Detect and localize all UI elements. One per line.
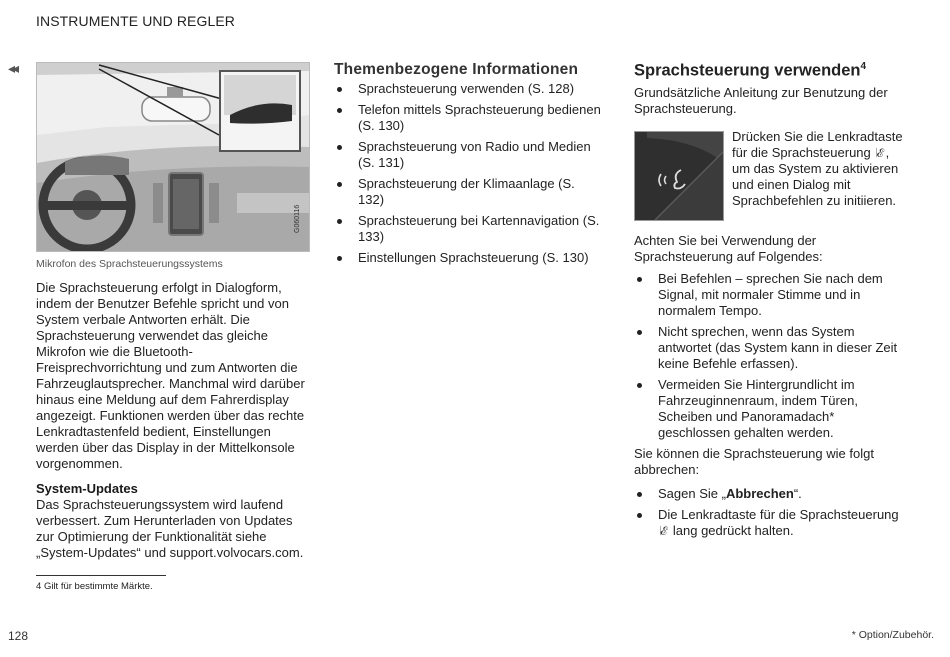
usage-title: Sprachsteuerung verwenden$^4$: [634, 61, 867, 80]
voice-control-button-icon: [635, 132, 723, 220]
attention-item: Vermeiden Sie Hintergrundlicht im Fahrzeuginnenraum, indem Türen, Scheiben und Panoramadach* geschlossen gehalten werden.: [634, 377, 906, 441]
related-link[interactable]: Sprachsteuerung verwenden (S. 128): [334, 81, 604, 97]
car-interior-illustration: [37, 63, 309, 251]
steering-wheel-button-image: [634, 131, 724, 221]
back-arrows-icon[interactable]: ◂◂: [8, 60, 17, 76]
voice-control-icon: 𝄀ℰ: [660, 523, 668, 538]
related-links-list: [334, 81, 604, 266]
cancel-command: Abbrechen: [725, 485, 794, 501]
footnote: 4 Gilt für bestimmte Märkte.: [36, 581, 153, 592]
section-header: INSTRUMENTE UND REGLER: [36, 13, 235, 29]
attention-list: [634, 271, 906, 441]
svg-text:G060116: G060116: [294, 204, 301, 233]
cancel-list: [634, 486, 906, 539]
related-link[interactable]: Telefon mittels Sprachsteuerung bedienen (S. 130): [334, 102, 604, 134]
cancel-intro: Sie können die Sprachsteuerung wie folgt abbrechen:: [634, 445, 874, 477]
attention-item: Bei Befehlen – sprechen Sie nach dem Signal, mit normaler Stimme und in normalem Tempo.: [634, 271, 906, 319]
related-link[interactable]: Sprachsteuerung der Klimaanlage (S. 132): [334, 176, 604, 208]
related-link[interactable]: Sprachsteuerung bei Kartennavigation (S. 133): [334, 213, 604, 245]
system-updates-paragraph: Das Sprachsteuerungssystem wird laufend verbessert. Zum Herunterladen von Updates zur Optimierung der Funktionalität siehe „System-Updates“ und support.volvocars.com.: [36, 497, 304, 560]
usage-column: [634, 61, 906, 544]
related-link[interactable]: Einstellungen Sprachsteuerung (S. 130): [334, 250, 604, 266]
option-note: * Option/Zubehör.: [851, 629, 934, 641]
page-number: 128: [8, 629, 29, 643]
left-column: [36, 62, 308, 561]
attention-paragraph: Achten Sie bei Verwendung der Sprachsteuerung auf Folgendes:: [634, 232, 823, 264]
footnote-ref: 4: [860, 61, 867, 72]
microphone-figure: [36, 62, 310, 252]
attention-item: Nicht sprechen, wenn das System antwortet (das System kann in dieser Zeit keine Befehle erfassen).: [634, 324, 906, 372]
related-info-column: [334, 61, 604, 271]
cancel-item-press: Die Lenkradtaste für die Sprachsteuerung 𝄀ℰ lang gedrückt halten.: [634, 507, 906, 539]
footnote-divider: [36, 575, 166, 576]
press-button-instruction: Drücken Sie die Lenkradtaste für die Sprachsteuerung 𝄀ℰ , um das System zu aktivieren und einen Dialog mit Sprachbefehlen zu initiieren.: [732, 128, 903, 208]
voice-control-icon: 𝄀ℰ: [876, 145, 884, 160]
related-info-heading: Themenbezogene Informationen: [334, 61, 579, 78]
press-button-block: [634, 128, 906, 223]
system-updates-heading: System-Updates: [36, 481, 138, 496]
usage-intro: Grundsätzliche Anleitung zur Benutzung der Sprachsteuerung.: [634, 84, 888, 116]
related-link[interactable]: Sprachsteuerung von Radio und Medien (S. 131): [334, 139, 604, 171]
cancel-item-say: Sagen Sie „Abbrechen“.: [634, 486, 906, 502]
intro-paragraph: Die Sprachsteuerung erfolgt in Dialogform, indem der Benutzer Befehle spricht und von System verbale Antworten erhält. Die Sprachsteuerung verwendet das gleiche Mikrofon wie die Bluetooth-Freisprechvorrichtung und zum Antworten die Fahrzeuglautsprecher. Manchmal wird darüber hinaus eine Meldung auf dem Fahrerdisplay angezeigt. Funktionen werden über das rechte Lenkradtastenfeld bedient, Einstellungen werden über das Display in der Mittelkonsole vorgenommen.: [36, 280, 305, 471]
figure-caption: Mikrofon des Sprachsteuerungssystems: [36, 258, 223, 270]
